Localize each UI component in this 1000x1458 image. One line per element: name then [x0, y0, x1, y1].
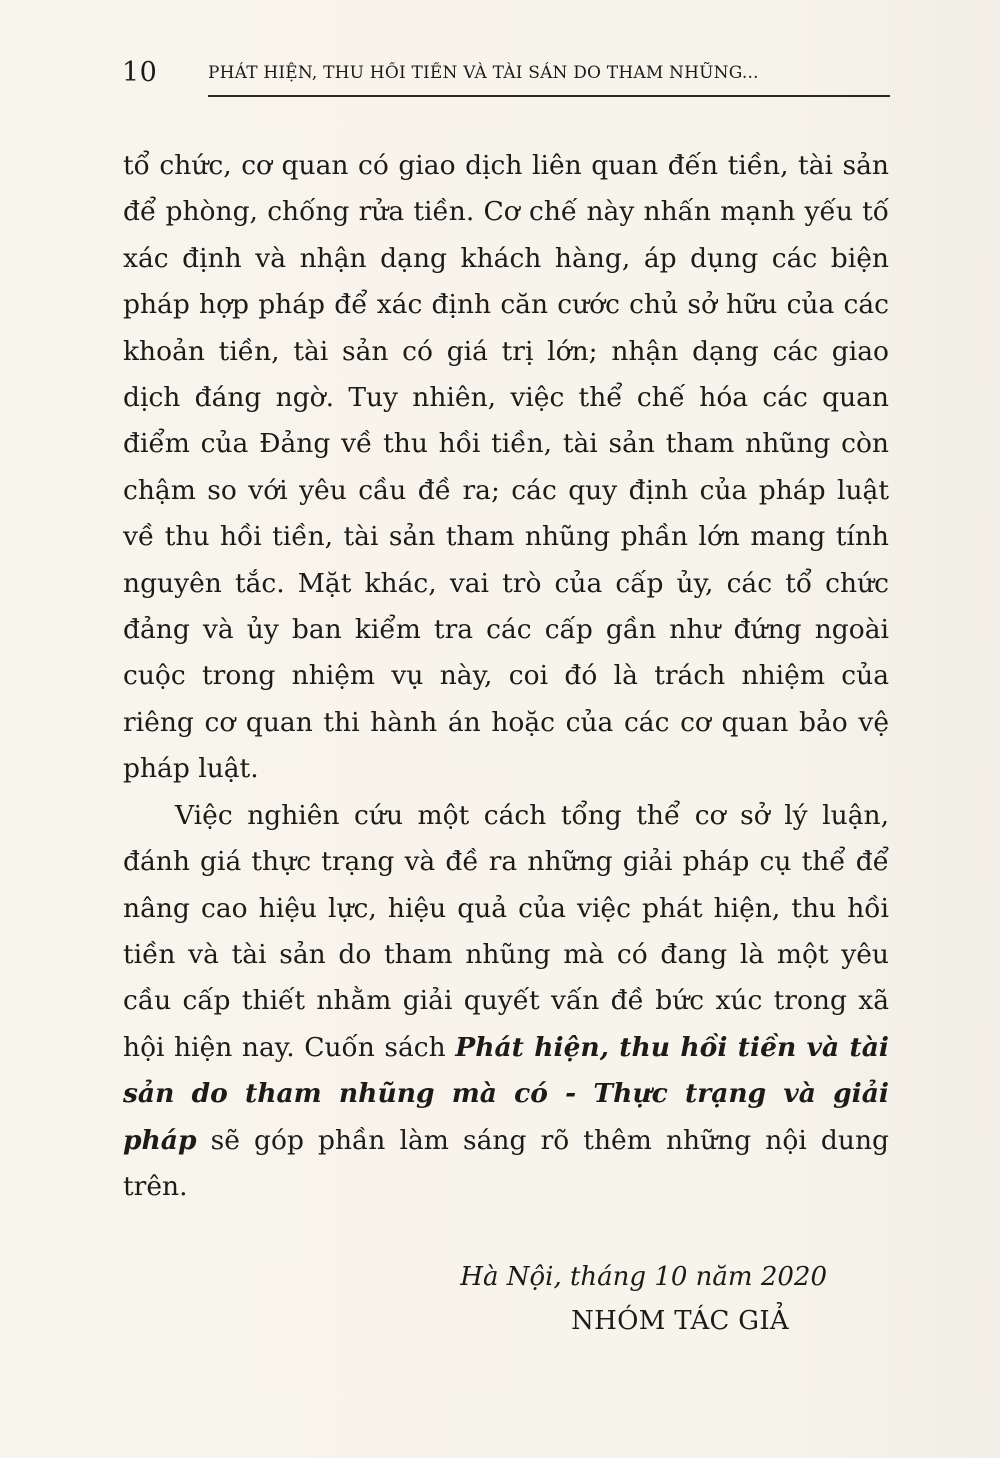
body-text: [123, 143, 889, 1210]
paragraph-2-end: sẽ góp phần làm sáng rõ thêm những nội dung trên.: [123, 1124, 889, 1202]
book-title: Phát hiện, thu hồi tiền và tài sản do tham nhũng mà có - Thực trạng và giải pháp: [123, 1031, 889, 1156]
paragraph-2: [123, 793, 889, 1211]
paragraph-2-start: Việc nghiên cứu một cách tổng thể cơ sở lý luận, đánh giá thực trạng và đề ra những giải pháp cụ thể để nâng cao hiệu lực, hiệu quả của việc phát hiện, thu hồi tiền và tài sản do tham nhũng mà có đang là một yêu cầu cấp thiết nhằm giải quyết vấn đề bức xúc trong xã hội hiện nay. Cuốn sách: [123, 799, 889, 1063]
page-number: 10: [122, 57, 158, 88]
signature-block: [430, 1255, 850, 1343]
place-date: Hà Nội, tháng 10 năm 2020: [460, 1262, 827, 1292]
paragraph-1: tổ chức, cơ quan có giao dịch liên quan đến tiền, tài sản để phòng, chống rửa tiền. Cơ chế này nhấn mạnh yếu tố xác định và nhận dạng khách hàng, áp dụng các biện pháp hợp pháp để xác định căn cước chủ sở hữu của các khoản tiền, tài sản có giá trị lớn; nhận dạng các giao dịch đáng ngờ. Tuy nhiên, việc thể chế hóa các quan điểm của Đảng về thu hồi tiền, tài sản tham nhũng còn chậm so với yêu cầu đề ra; các quy định của pháp luật về thu hồi tiền, tài sản tham nhũng phần lớn mang tính nguyên tắc. Mặt khác, vai trò của cấp ủy, các tổ chức đảng và ủy ban kiểm tra các cấp gần như đứng ngoài cuộc trong nhiệm vụ này, coi đó là trách nhiệm của riêng cơ quan thi hành án hoặc của các cơ quan bảo vệ pháp luật.: [123, 150, 889, 785]
author-signature: NHÓM TÁC GIẢ: [571, 1306, 789, 1336]
running-header-title: PHÁT HIỆN, THU HỒI TIỀN VÀ TÀI SẢN DO THAM NHŨNG...: [208, 63, 759, 83]
header-rule: [208, 95, 890, 97]
